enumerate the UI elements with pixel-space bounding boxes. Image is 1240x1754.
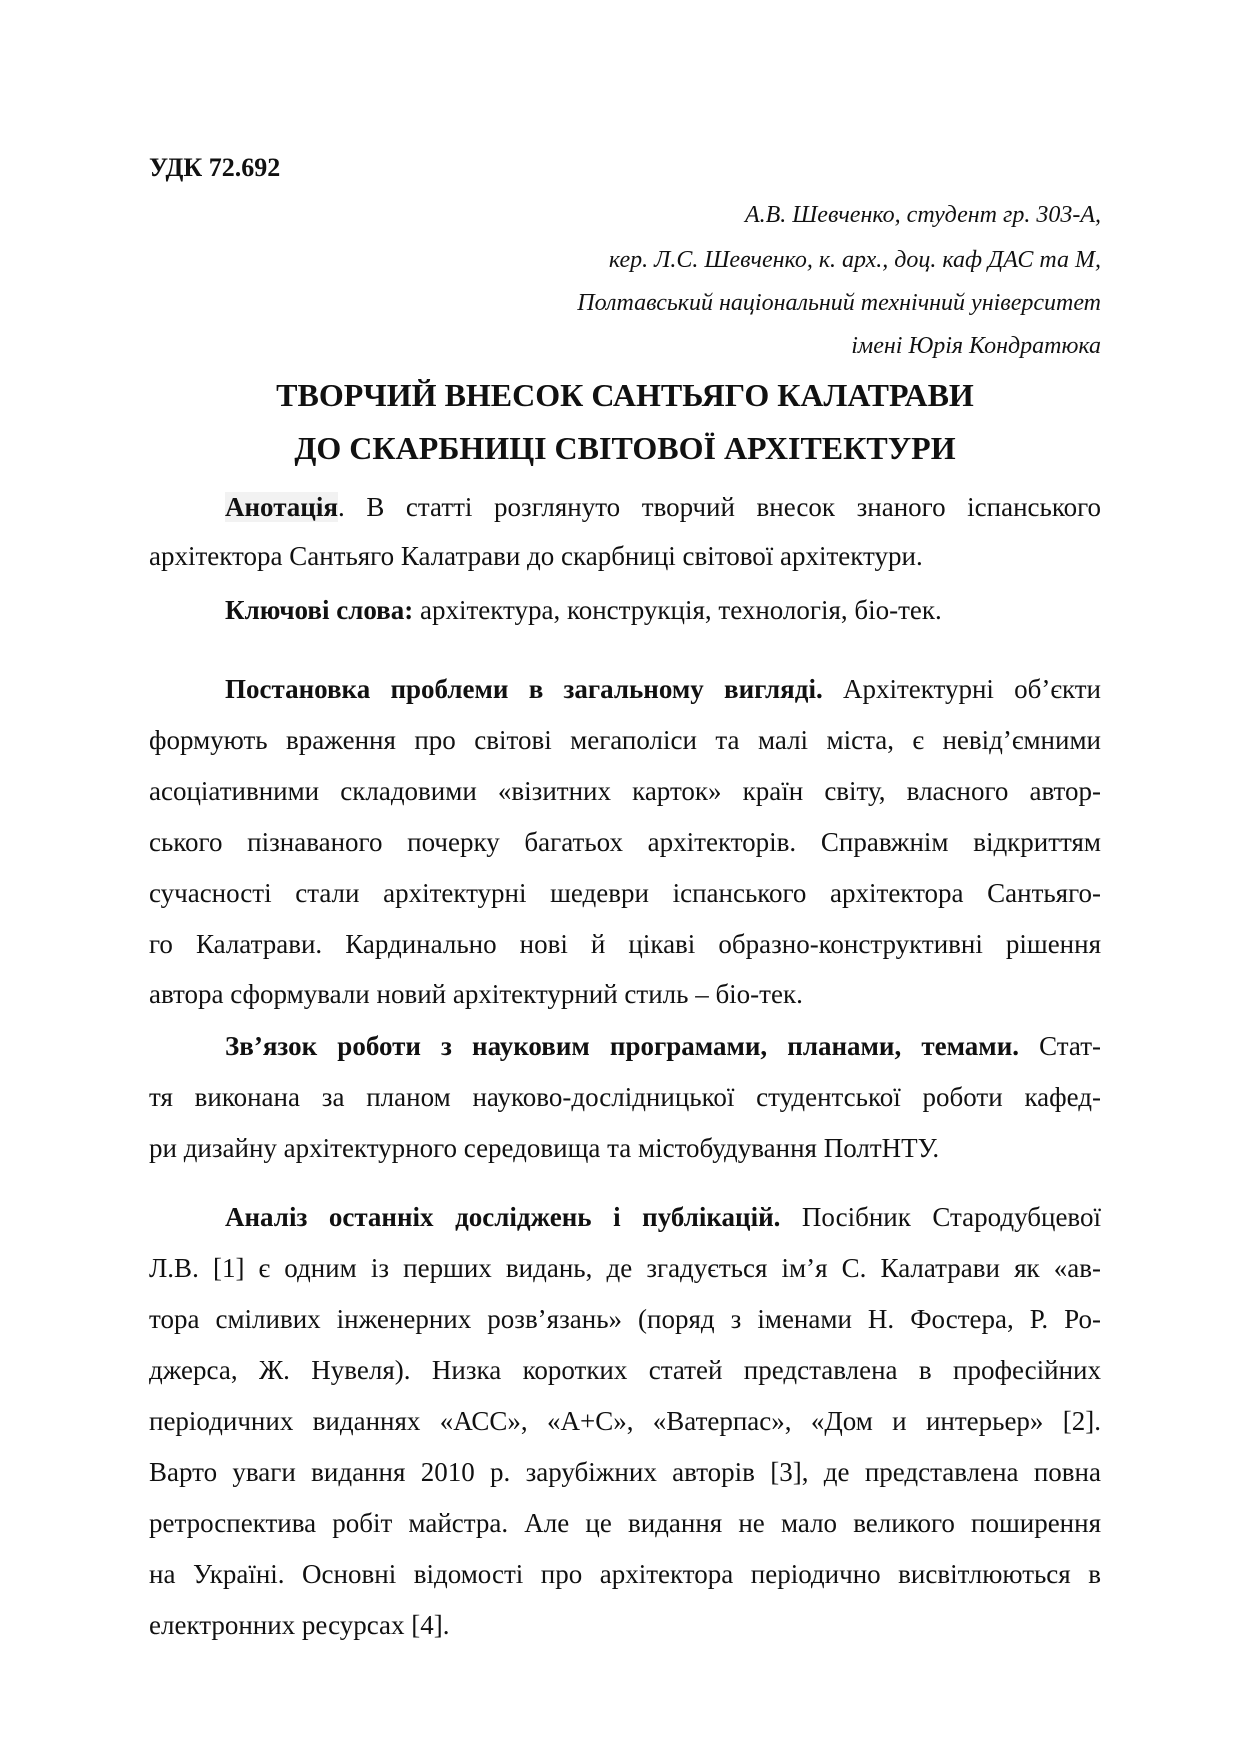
- paragraph-line: Варто уваги видання 2010 р. зарубіжних авторів [3], де представлена повна: [149, 1457, 1101, 1487]
- paragraph-line: ретроспектива робіт майстра. Але це видання не мало великого поширення: [149, 1508, 1101, 1538]
- paragraph-line: Л.В. [1] є одним із перших видань, де згадується ім’я С. Калатрави як «ав-: [149, 1253, 1101, 1283]
- paragraph-text: Посібник Стародубцевої: [780, 1202, 1101, 1232]
- section-heading: Постановка проблеми в загальному вигляді.: [225, 674, 823, 704]
- abstract-text: архітектора Сантьяго Калатрави до скарбниці світової архітектури.: [149, 541, 923, 571]
- abstract: [225, 489, 1101, 525]
- abstract-label: Анотація: [225, 492, 338, 522]
- keywords-label: Ключові слова:: [225, 595, 414, 625]
- paragraph-line: тора сміливих інженерних розв’язань» (поряд з іменами Н. Фостера, Р. Ро-: [149, 1304, 1101, 1334]
- section-heading: Зв’язок роботи з науковим програмами, планами, темами.: [225, 1031, 1020, 1061]
- paragraph-line: сучасності стали архітектурні шедеври іспанського архітектора Сантьяго-: [149, 878, 1101, 908]
- keywords: [225, 592, 1101, 628]
- author-line: імені Юрія Кондратюка: [851, 333, 1101, 359]
- paragraph-line: тя виконана за планом науково-дослідницької студентської роботи кафед-: [149, 1082, 1101, 1112]
- abstract-text: . В статті розглянуто творчий внесок знаного іспанського: [337, 492, 1101, 522]
- page-title: ДО СКАРБНИЦІ СВІТОВОЇ АРХІТЕКТУРИ: [294, 430, 956, 466]
- paragraph-text: Стат-: [1019, 1031, 1101, 1061]
- author-line: А.В. Шевченко, студент гр. 303-А,: [744, 202, 1101, 228]
- paragraph-line: на Україні. Основні відомості про архітектора періодично висвітлюються в: [149, 1559, 1101, 1589]
- paragraph-line: періодичних виданнях «АСС», «А+С», «Ватерпас», «Дом и интерьер» [2].: [149, 1406, 1101, 1436]
- page-title: ТВОРЧИЙ ВНЕСОК САНТЬЯГО КАЛАТРАВИ: [276, 377, 974, 413]
- author-line: Полтавський національний технічний університет: [577, 290, 1101, 316]
- paragraph-line: ського пізнаваного почерку багатьох архітекторів. Справжнім відкриттям: [149, 827, 1101, 857]
- section-heading: Аналіз останніх досліджень і публікацій.: [225, 1202, 781, 1232]
- author-line: кер. Л.С. Шевченко, к. арх., доц. каф ДАС та М,: [608, 247, 1101, 273]
- section-analysis: [225, 1199, 1101, 1235]
- keywords-text: архітектура, конструкція, технологія, біо-тек.: [413, 595, 942, 625]
- section-problem: [225, 671, 1101, 707]
- paragraph-line: го Калатрави. Кардинально нові й цікаві образно-конструктивні рішення: [149, 929, 1101, 959]
- paragraph-line: ри дизайну архітектурного середовища та містобудування ПолтНТУ.: [149, 1133, 940, 1163]
- udc-code: УДК 72.692: [149, 153, 281, 182]
- paragraph-line: автора сформували новий архітектурний стиль – біо-тек.: [149, 979, 803, 1009]
- paragraph-line: електронних ресурсах [4].: [149, 1610, 450, 1640]
- paragraph-text: Архітектурні об’єкти: [822, 674, 1101, 704]
- section-connection: [225, 1028, 1101, 1064]
- paragraph-line: асоціативними складовими «візитних карток» країн світу, власного автор-: [149, 776, 1101, 806]
- paragraph-line: формують враження про світові мегаполіси та малі міста, є невід’ємними: [149, 725, 1101, 755]
- paragraph-line: джерса, Ж. Нувеля). Низка коротких статей представлена в професійних: [149, 1355, 1101, 1385]
